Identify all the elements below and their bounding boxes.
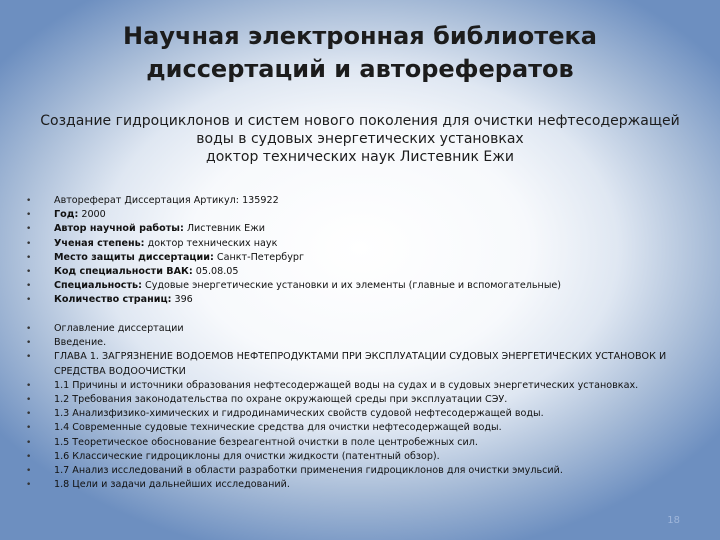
info-item-degree: • Ученая степень: доктор технических наук <box>26 237 706 251</box>
info-item-place: • Место защиты диссертации: Санкт-Петербург <box>26 251 706 265</box>
info-item-article: • Автореферат Диссертация Артикул: 135922 <box>26 194 706 208</box>
info-item-vak-code: • Код специальности ВАК: 05.08.05 <box>26 265 706 279</box>
dissertation-info-list <box>26 194 706 308</box>
toc-item: • Введение. <box>26 336 706 350</box>
info-item-year: • Год: 2000 <box>26 208 706 222</box>
toc-item: • 1.3 Анализфизико-химических и гидродинамических свойств судовой нефтесодержащей воды. <box>26 407 706 421</box>
title-line-1: Научная электронная библиотека <box>123 22 597 50</box>
toc-item: • 1.4 Современные судовые технические средства для очистки нефтесодержащей воды. <box>26 421 706 435</box>
info-item-author: • Автор научной работы: Листевник Ежи <box>26 222 706 236</box>
dissertation-subtitle <box>20 112 700 166</box>
page-number: 18 <box>667 515 680 526</box>
subtitle-line-1: Создание гидроциклонов и систем нового поколения для очистки нефтесодержащей <box>40 113 680 129</box>
slide-title <box>60 20 660 86</box>
toc-item: • ГЛАВА 1. ЗАГРЯЗНЕНИЕ ВОДОЕМОВ НЕФТЕПРОДУКТАМИ ПРИ ЭКСПЛУАТАЦИИ СУДОВЫХ ЭНЕРГЕТИЧЕСКИХ УСТАНОВОК И СРЕДСТВА ВОДООЧИСТКИ <box>26 350 706 378</box>
toc-item: • 1.6 Классические гидроциклоны для очистки жидкости (патентный обзор). <box>26 450 706 464</box>
info-item-pages: • Количество cтраниц: 396 <box>26 293 706 307</box>
toc-item: • 1.5 Теоретическое обоснование безреагентной очистки в поле центробежных сил. <box>26 436 706 450</box>
title-line-2: диссертаций и авторефератов <box>146 55 574 83</box>
toc-item: • Оглавление диссертации <box>26 322 706 336</box>
subtitle-line-2: воды в судовых энергетических установках <box>196 131 524 147</box>
toc-item: • 1.1 Причины и источники образования нефтесодержащей воды на судах и в судовых энергетических установках. <box>26 379 706 393</box>
info-item-specialty: • Специальность: Судовые энергетические установки и их элементы (главные и вспомогательные) <box>26 279 706 293</box>
table-of-contents-list <box>26 322 706 492</box>
subtitle-line-3: доктор технических наук Листевник Ежи <box>206 149 514 165</box>
toc-item: • 1.2 Требования законодательства по охране окружающей среды при эксплуатации СЭУ. <box>26 393 706 407</box>
toc-item: • 1.8 Цели и задачи дальнейших исследований. <box>26 478 706 492</box>
toc-item: • 1.7 Анализ исследований в области разработки применения гидроциклонов для очистки эмульсий. <box>26 464 706 478</box>
